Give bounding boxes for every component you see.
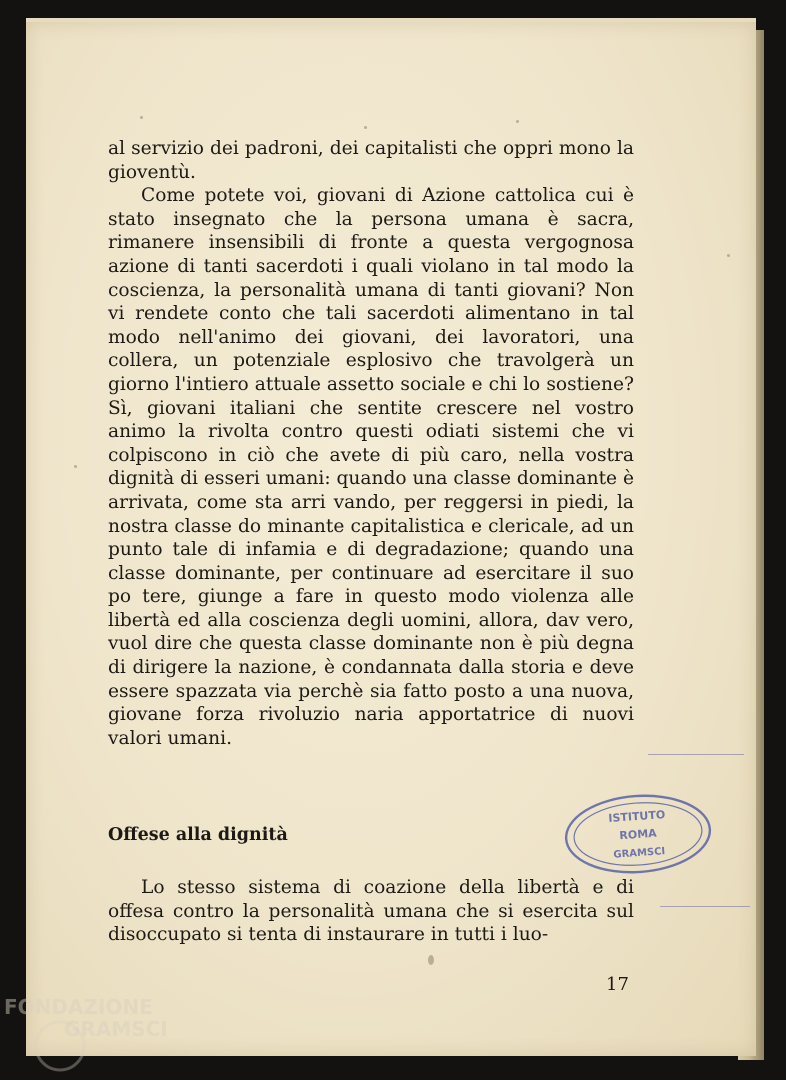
library-stamp <box>562 790 714 878</box>
watermark-line-2: GRAMSCI <box>64 1017 168 1041</box>
paper-speck <box>364 126 367 129</box>
text-line: sistemi che vi colpiscono in ciò che avete di più <box>108 421 634 466</box>
text-line: minante capitalistica e clericale, ad un punto tale <box>108 515 634 561</box>
text-line: dominante, per continuare ad esercitare il suo po <box>108 562 634 608</box>
text-line: un giorno l'intiero attuale assetto sociale e chi lo <box>108 350 634 395</box>
paragraph-2 <box>108 184 634 750</box>
page-number: 17 <box>606 974 629 995</box>
text-line: offesa contro la personalità umana che si esercita <box>108 900 607 922</box>
stamp-line-3: GRAMSCI <box>613 846 666 861</box>
text-line: vando, per reggersi in piedi, la nostra classe do <box>108 491 634 537</box>
paragraph-1 <box>108 137 634 184</box>
paper-speck <box>428 955 434 965</box>
page-body-text-continued <box>108 876 634 947</box>
text-line: più degna di dirigere la nazione, è condannata <box>108 633 635 679</box>
text-line: sostiene? Sì, giovani italiani che sentite crescere <box>108 373 634 419</box>
text-line: tere, giunge a fare in questo modo violenza alle <box>142 586 634 608</box>
text-line: rimanere insensibili di fronte a questa vergognosa <box>108 232 634 254</box>
text-line: nel vostro animo la rivolta contro questi odiati <box>108 397 635 443</box>
text-line: è stato insegnato che la persona umana è sacra, <box>108 185 634 230</box>
pencil-mark <box>660 906 750 907</box>
text-line: libertà ed alla coscienza degli uomini, allora, dav <box>108 609 580 631</box>
paper-speck <box>74 465 77 468</box>
stamp-line-2: ROMA <box>618 826 658 843</box>
text-line: Lo stesso sistema di coazione della libertà e di <box>141 877 634 898</box>
page-body-text <box>108 137 634 750</box>
stamp-line-1: ISTITUTO <box>607 808 666 826</box>
text-line: in tal modo nell'animo dei giovani, dei lavoratori, <box>108 303 634 348</box>
paragraph-3 <box>108 876 634 947</box>
text-line: vero, vuol dire che questa classe dominante non è <box>108 609 634 655</box>
text-line: dalla storia e deve essere spazzata via perchè sia <box>108 657 635 702</box>
paper-speck <box>140 116 143 119</box>
archive-watermark <box>2 992 202 1078</box>
text-line: una classe dominante è arrivata, come sta arri <box>108 468 634 513</box>
text-line: caro, nella vostra dignità di esseri umani: quando <box>108 444 634 490</box>
text-line: mono la gioventù. <box>108 138 634 183</box>
paper-speck <box>516 120 519 123</box>
stamp-graphic <box>562 790 714 878</box>
text-line: al servizio dei padroni, dei capitalisti che oppri <box>108 138 553 159</box>
watermark-graphic <box>2 992 202 1078</box>
text-line: la coscienza, la personalità umana di tanti giovani? <box>108 255 634 301</box>
text-line: Come potete voi, giovani di Azione cattolica cui <box>141 185 623 207</box>
text-line: una collera, un potenziale esplosivo che travolgerà <box>108 326 634 372</box>
watermark-line-1: FONDAZIONE <box>4 995 153 1019</box>
text-line: fatto posto a una nuova, giovane forza rivoluzio <box>108 680 634 726</box>
section-heading: Offese alla dignità <box>108 825 288 845</box>
text-line: azione di tanti sacerdoti i quali violano in tal modo <box>108 255 617 277</box>
text-line: naria apportatrice di nuovi valori umani. <box>108 704 634 749</box>
pencil-mark <box>648 754 744 755</box>
text-line: sul disoccupato si tenta di instaurare in tutti i luo- <box>108 900 634 946</box>
text-line: Non vi rendete conto che tali sacerdoti alimentano <box>108 279 634 325</box>
text-line: di infamia e di degradazione; quando una classe <box>108 539 634 584</box>
paper-speck <box>727 254 730 257</box>
watermark-line-3: onlus <box>162 1048 189 1059</box>
